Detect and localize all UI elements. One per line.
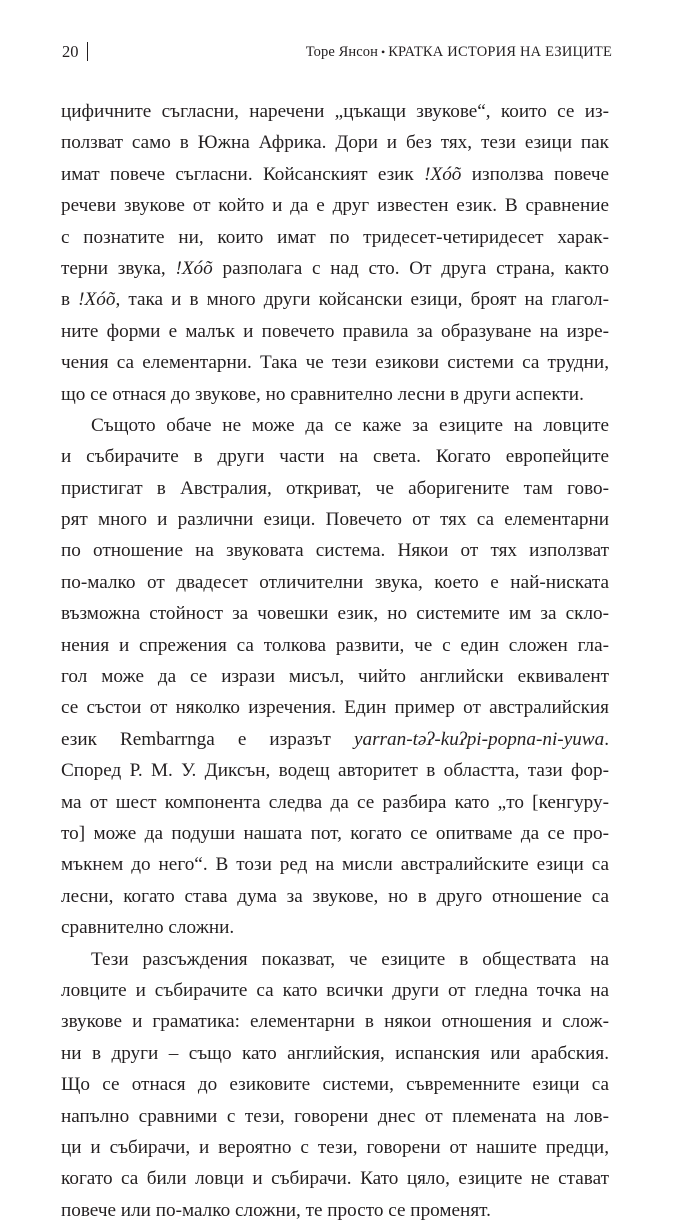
text-line (61, 504, 609, 535)
text-line (61, 849, 609, 880)
text-run: се състои от няколко изречения. Един пример от австралийския (61, 697, 609, 719)
text-line (61, 881, 609, 912)
text-run: ма от шест компонента следва да се разбира като „то [кенгуру- (61, 791, 609, 813)
text-run: звукове и граматика: елементарни в някои отношения и слож- (61, 1011, 609, 1033)
text-line (61, 724, 609, 755)
text-run: ползват само в Южна Африка. Дори и без тях, тези езици пак (61, 132, 609, 154)
paragraph (61, 96, 609, 410)
text-run: гол може да се изрази мисъл, чийто английски еквивалент (61, 666, 609, 688)
text-run: що се отнася до звукове, но сравнително лесни в други аспекти. (61, 383, 584, 405)
paragraph (61, 410, 609, 944)
text-line (61, 975, 609, 1006)
text-line (61, 755, 609, 786)
text-line (61, 127, 609, 158)
text-line (61, 190, 609, 221)
text-line (61, 912, 609, 943)
text-run: речеви звукове от който и да е друг известен език. В сравнение (61, 195, 609, 217)
text-run: ни в други – също като английския, испанския или арабския. (61, 1042, 609, 1064)
text-run: повече или по-малко сложни, те просто се променят. (61, 1199, 491, 1221)
text-line (61, 1006, 609, 1037)
italic-term: !Xóõ (424, 163, 462, 185)
text-run: Същото обаче не може да се каже за езиците на ловците (91, 414, 609, 436)
text-run: по-малко от двадесет отличителни звука, което е най-ниската (61, 571, 609, 593)
text-line (61, 661, 609, 692)
text-run: лесни, когато става дума за звукове, но в друго отношение са (61, 885, 609, 907)
header-divider (87, 42, 88, 61)
paragraph (61, 944, 609, 1226)
text-line (61, 253, 609, 284)
italic-term: yarran-təʔ-kuʔpi-popna-ni-yuwa (353, 728, 605, 750)
text-run: , така и в много други койсански езици, броят на глагол- (115, 289, 609, 311)
text-line (61, 159, 609, 190)
text-line (61, 473, 609, 504)
text-run: . (604, 728, 609, 750)
text-line (61, 222, 609, 253)
text-line (61, 96, 609, 127)
text-run: и събирачите в други части на света. Когато европейците (61, 446, 609, 468)
text-line (61, 818, 609, 849)
text-line (61, 598, 609, 629)
text-line (61, 1163, 609, 1194)
text-line (61, 630, 609, 661)
text-line (61, 347, 609, 378)
text-line (61, 1195, 609, 1226)
text-run: ловците и събирачите са като всички други от гледна точка на (61, 979, 609, 1001)
header-title (306, 38, 612, 66)
text-run: напълно сравними с тези, говорени днес от племената на лов- (61, 1105, 609, 1127)
text-run: имат повече съгласни. Койсанският език (61, 163, 425, 185)
text-line (61, 379, 609, 410)
text-run: когато са били ловци и събирачи. Като цяло, езиците не стават (61, 1168, 609, 1190)
text-run: Що се отнася до езиковите системи, съвременните езици са (61, 1074, 609, 1096)
text-line (61, 410, 609, 441)
text-line (61, 944, 609, 975)
header-author: Торе Янсон (305, 44, 378, 60)
text-line (61, 535, 609, 566)
italic-term: !Xóõ (175, 257, 213, 279)
text-line (61, 1069, 609, 1100)
text-line (61, 787, 609, 818)
text-line (61, 1101, 609, 1132)
page-number: 20 (62, 42, 79, 61)
text-line (61, 284, 609, 315)
text-line (61, 316, 609, 347)
text-line (61, 567, 609, 598)
text-run: рят много и различни езици. Повечето от тях са елементарни (61, 509, 609, 531)
text-run: сравнително сложни. (61, 917, 235, 939)
text-line (61, 1132, 609, 1163)
text-run: Тези разсъждения показват, че езиците в обществата на (91, 948, 609, 970)
text-line (61, 692, 609, 723)
text-run: терни звука, (61, 257, 176, 279)
text-run: Според Р. М. У. Диксън, водещ авторитет в областта, тази фор- (61, 760, 609, 782)
text-run: в (61, 289, 79, 311)
header-separator: • (380, 45, 386, 59)
text-run: с познатите ни, които имат по тридесет-четиридесет харак- (61, 226, 609, 248)
header-book-title: КРАТКА ИСТОРИЯ НА ЕЗИЦИТЕ (388, 44, 612, 60)
text-line (61, 441, 609, 472)
text-run: възможна стойност за човешки език, но системите им за скло- (61, 603, 609, 625)
text-run: по отношение на звуковата система. Някои от тях използват (61, 540, 609, 562)
text-run: мъкнем до него“. В този ред на мисли австралийските езици са (61, 854, 609, 876)
text-run: разполага с над сто. От друга страна, както (212, 257, 609, 279)
text-run: ци и събирачи, и вероятно с тези, говорени от нашите предци, (61, 1136, 609, 1158)
text-run: чения са елементарни. Така че тези езикови системи са трудни, (61, 352, 609, 374)
text-run: нения и спрежения са толкова развити, че с един сложен гла- (61, 634, 609, 656)
text-run: език Rembarrnga е изразът (61, 728, 354, 750)
text-run: цифичните съгласни, наречени „цъкащи звукове“, които се из- (61, 101, 609, 122)
text-run: пристигат в Австралия, откриват, че аборигените там гово- (61, 477, 609, 499)
body-text (61, 96, 609, 1226)
text-run: то] може да подуши нашата пот, когато се опитваме да се про- (61, 822, 609, 844)
running-header (62, 38, 612, 66)
text-run: използва повече (461, 163, 609, 185)
italic-term: !Xóõ (78, 289, 116, 311)
text-run: ните форми е малък и повечето правила за образуване на изре- (61, 320, 609, 342)
text-line (61, 1038, 609, 1069)
